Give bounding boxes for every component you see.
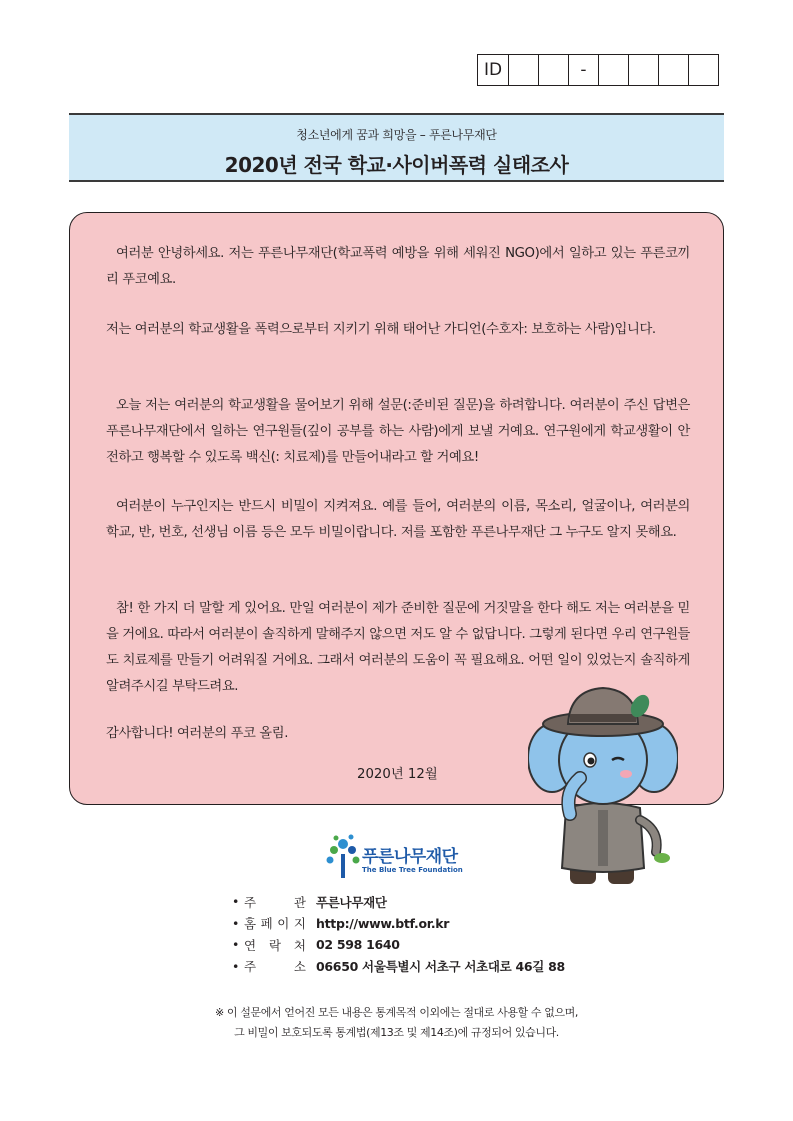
foundation-logo-english: The Blue Tree Foundation [362, 866, 463, 874]
letter-paragraph: 저는 여러분의 학교생활을 폭력으로부터 지키기 위해 태어난 가디언(수호자: 보호하는 사람)입니다. [106, 322, 656, 337]
letter-paragraph: 여러분이 누구인지는 반드시 비밀이 지켜져요. 예를 들어, 여러분의 이름, 목소리, 얼굴이나, 여러분의 학교, 반, 번호, 선생님 이름 등은 모두 비밀이랍니다. 저를 포함한 푸른나무재단 그 누구도 알지 못해요. [106, 499, 690, 540]
id-digit-box[interactable] [658, 55, 688, 85]
bullet: • [232, 894, 240, 910]
letter-paragraph: 참! 한 가지 더 말할 게 있어요. 만일 여러분이 제가 준비한 질문에 거짓말을 한다 해도 저는 여러분을 믿을 거에요. 따라서 여러분이 솔직하게 말해주지 않으면 저도 알 수 없답니다. 그렇게 된다면 우리 연구원들도 치료제를 만들기 어려워질 거에요. 그래서 여러분의 도움이 꼭 필요해요. 어떤 일이 있었는지 솔직하게 알려주시길 부탁드려요. [106, 601, 690, 694]
header-subtitle: 청소년에게 꿈과 희망을 – 푸른나무재단 [296, 128, 497, 142]
info-value: 06650 서울특별시 서초구 서초대로 46길 88 [316, 959, 565, 975]
info-row-phone [232, 934, 565, 956]
bullet: • [232, 937, 240, 953]
letter-date: 2020년 12월 [357, 767, 438, 782]
id-label: ID [483, 60, 503, 80]
respondent-id-boxes [477, 54, 719, 86]
info-value: 02 598 1640 [316, 937, 400, 953]
info-label: 홈 페 이 지 [244, 916, 306, 932]
privacy-notice-line: 그 비밀이 보호되도록 통계법(제13조 및 제14조)에 규정되어 있습니다. [234, 1026, 559, 1039]
elephant-mascot-icon [528, 680, 678, 892]
id-digit-box[interactable] [508, 55, 538, 85]
survey-header [69, 113, 724, 182]
info-label: 연 락 처 [244, 937, 306, 953]
info-row-address [232, 956, 565, 978]
id-digit-box[interactable] [688, 55, 718, 85]
info-row-homepage [232, 913, 565, 935]
info-label: 주 소 [244, 959, 306, 975]
id-digit-box[interactable] [628, 55, 658, 85]
info-value: 푸른나무재단 [316, 894, 387, 910]
contact-info-list [232, 891, 565, 977]
homepage-link[interactable]: http://www.btf.or.kr [316, 915, 450, 931]
info-row-organizer [232, 891, 565, 913]
id-digit-box[interactable] [538, 55, 568, 85]
bullet: • [232, 915, 240, 931]
foundation-logo-name: 푸른나무재단 [362, 847, 458, 867]
privacy-notice-line: ※ 이 설문에서 얻어진 모든 내용은 통계목적 이외에는 절대로 사용할 수 없으며, [215, 1006, 578, 1019]
survey-title: 2020년 전국 학교·사이버폭력 실태조사 [224, 153, 569, 177]
letter-signoff: 감사합니다! 여러분의 푸코 올림. [106, 726, 289, 741]
id-digit-box[interactable] [598, 55, 628, 85]
id-separator: - [568, 55, 598, 85]
letter-paragraph: 오늘 저는 여러분의 학교생활을 물어보기 위해 설문(:준비된 질문)을 하려합니다. 여러분이 주신 답변은 푸른나무재단에서 일하는 연구원들(깊이 공부를 하는 사람)에게 보낼 거예요. 연구원에게 학교생활이 안전하고 행복할 수 있도록 백신(: 치료제)를 만들어내라고 할 거예요! [106, 398, 690, 465]
letter-paragraph: 여러분 안녕하세요. 저는 푸른나무재단(학교폭력 예방을 위해 세워진 NGO)에서 일하고 있는 푸른코끼리 푸코예요. [106, 246, 690, 287]
bullet: • [232, 958, 240, 974]
info-label: 주 관 [244, 894, 306, 910]
